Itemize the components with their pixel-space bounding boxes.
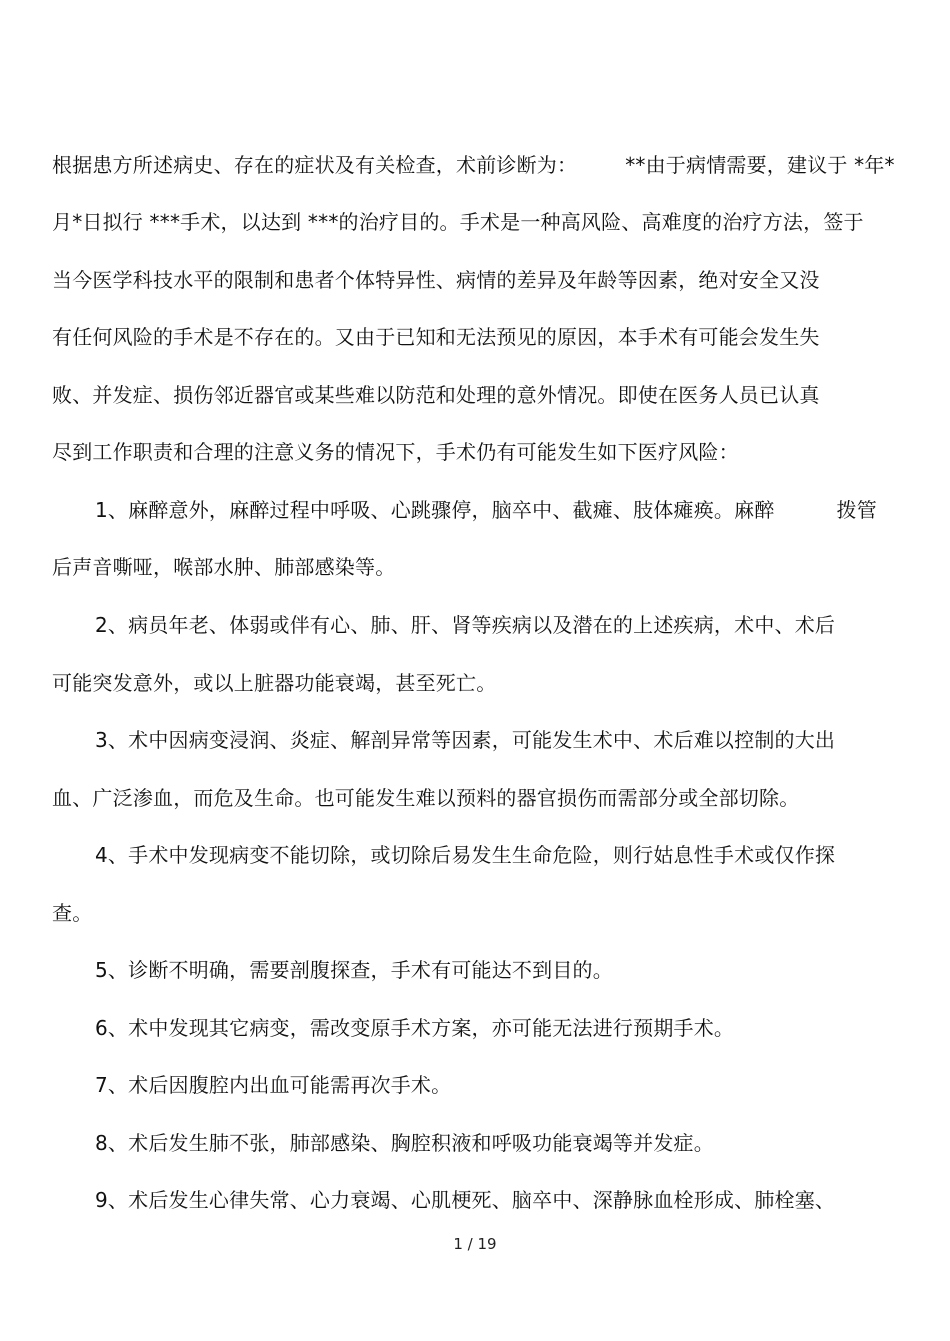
text-line-1 [52,153,895,177]
risk-item-3: 3、术中因病变浸润、炎症、解剖异常等因素，可能发生术中、术后难以控制的大出 [95,728,836,752]
text-line-2: 月*日拟行 ***手术，以达到 ***的治疗目的。手术是一种高风险、高难度的治疗方法，签于 [52,210,864,234]
risk-item-2-cont: 可能突发意外，或以上脏器功能衰竭，甚至死亡。 [52,671,497,695]
risk-item-7: 7、术后因腹腔内出血可能需再次手术。 [95,1073,452,1097]
risk-item-1-cont: 后声音嘶哑，喉部水肿、肺部感染等。 [52,555,396,579]
line-1-part-a: 根据患方所述病史、存在的症状及有关检查，术前诊断为： [52,153,578,177]
risk-item-1-part-a: 1、麻醉意外，麻醉过程中呼吸、心跳骤停，脑卒中、截瘫、肢体瘫痪。麻醉 [95,498,775,522]
text-line-3: 当今医学科技水平的限制和患者个体特异性、病情的差异及年龄等因素，绝对安全又没 [52,268,820,292]
risk-item-1-part-b: 拨管 [836,498,877,522]
risk-item-1 [95,498,877,522]
text-line-5: 败、并发症、损伤邻近器官或某些难以防范和处理的意外情况。即使在医务人员已认真 [52,383,820,407]
line-1-part-b: **由于病情需要，建议于 *年* [625,153,895,177]
risk-item-2: 2、病员年老、体弱或伴有心、肺、肝、肾等疾病以及潜在的上述疾病，术中、术后 [95,613,836,637]
risk-item-6: 6、术中发现其它病变，需改变原手术方案，亦可能无法进行预期手术。 [95,1016,735,1040]
text-line-6: 尽到工作职责和合理的注意义务的情况下，手术仍有可能发生如下医疗风险： [52,440,739,464]
risk-item-8: 8、术后发生肺不张，肺部感染、胸腔积液和呼吸功能衰竭等并发症。 [95,1131,714,1155]
risk-item-4-cont: 查。 [52,901,93,925]
risk-item-4: 4、手术中发现病变不能切除，或切除后易发生生命危险，则行姑息性手术或仅作探 [95,843,836,867]
risk-item-5: 5、诊断不明确，需要剖腹探查，手术有可能达不到目的。 [95,958,613,982]
risk-item-9: 9、术后发生心律失常、心力衰竭、心肌梗死、脑卒中、深静脉血栓形成、肺栓塞、 [95,1188,836,1212]
text-line-4: 有任何风险的手术是不存在的。又由于已知和无法预见的原因，本手术有可能会发生失 [52,325,820,349]
risk-item-3-cont: 血、广泛渗血，而危及生命。也可能发生难以预料的器官损伤而需部分或全部切除。 [52,786,800,810]
page-number: 1 / 19 [453,1235,497,1253]
